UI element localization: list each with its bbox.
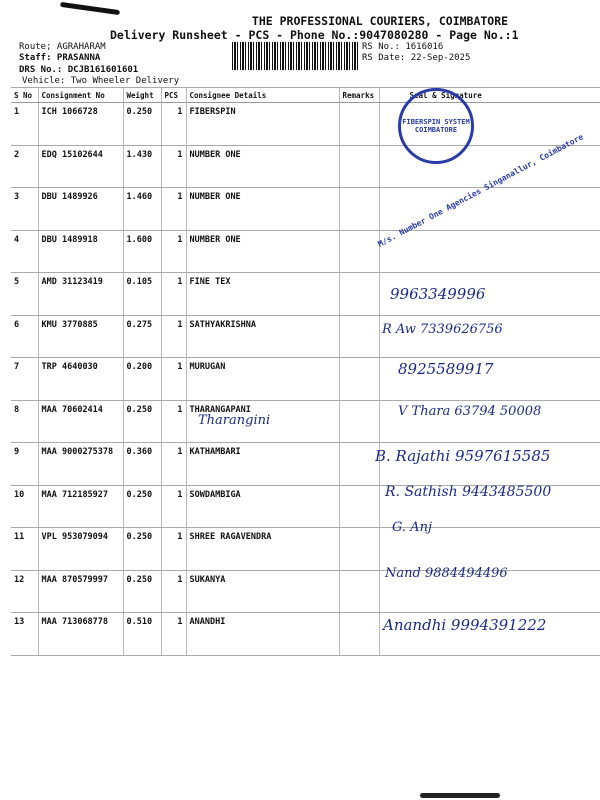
- cell-consignee: THARANGAPANI: [186, 400, 339, 443]
- cell-remarks: [339, 188, 379, 231]
- table-row: [11, 230, 600, 273]
- col-pcs: PCS: [161, 88, 186, 103]
- cell-remarks: [339, 443, 379, 486]
- cell-remarks: [339, 570, 379, 613]
- table-row: [11, 188, 600, 231]
- cell-consignment: MAA 712185927: [38, 485, 123, 528]
- company-title: THE PROFESSIONAL COURIERS, COIMBATORE: [251, 14, 509, 28]
- cell-pcs: 1: [161, 485, 186, 528]
- cell-remarks: [339, 230, 379, 273]
- cell-sno: 3: [11, 188, 38, 231]
- cell-pcs: 1: [161, 188, 186, 231]
- cell-remarks: [339, 358, 379, 401]
- cell-pcs: 1: [161, 103, 186, 146]
- table-row: [11, 358, 600, 401]
- cell-sno: 1: [11, 103, 38, 146]
- cell-consignee: NUMBER ONE: [186, 230, 339, 273]
- cell-consignee: FIBERSPIN: [186, 103, 339, 146]
- cell-weight: 0.200: [123, 358, 161, 401]
- cell-pcs: 1: [161, 570, 186, 613]
- cell-sno: 11: [11, 528, 38, 571]
- cell-weight: 0.250: [123, 528, 161, 571]
- cell-consignment: MAA 9000275378: [38, 443, 123, 486]
- cell-weight: 1.430: [123, 145, 161, 188]
- rs-number: RS No.: 1616016: [362, 42, 444, 52]
- cell-remarks: [339, 273, 379, 316]
- signature-row5: 9963349996: [390, 285, 486, 303]
- cell-consignment: DBU 1489926: [38, 188, 123, 231]
- cell-remarks: [339, 528, 379, 571]
- cell-remarks: [339, 145, 379, 188]
- cell-weight: 0.275: [123, 315, 161, 358]
- cell-remarks: [339, 103, 379, 146]
- staff: Staff: PRASANNA: [19, 53, 101, 63]
- cell-sno: 12: [11, 570, 38, 613]
- cell-consignee: SATHYAKRISHNA: [186, 315, 339, 358]
- cell-seal-signature: [379, 230, 600, 273]
- signature-row9: B. Rajathi 9597615585: [375, 447, 551, 465]
- col-consignee: Consignee Details: [186, 88, 339, 103]
- cell-weight: 0.250: [123, 400, 161, 443]
- table-header: [11, 88, 600, 103]
- col-consignment: Consignment No: [38, 88, 123, 103]
- number-one-stamp: M/s. Number One Agencies Singanallur, Coimbatore: [376, 132, 585, 249]
- signature-row10: R. Sathish 9443485500: [385, 484, 552, 500]
- cell-consignee: NUMBER ONE: [186, 188, 339, 231]
- cell-sno: 9: [11, 443, 38, 486]
- table-row: [11, 570, 600, 613]
- cell-pcs: 1: [161, 358, 186, 401]
- cell-weight: 0.105: [123, 273, 161, 316]
- cell-pcs: 1: [161, 443, 186, 486]
- cell-pcs: 1: [161, 145, 186, 188]
- signature-row8: V Thara 63794 50008: [398, 404, 542, 419]
- cell-consignment: DBU 1489918: [38, 230, 123, 273]
- drs-number: DRS No.: DCJB161601601: [19, 65, 139, 75]
- cell-consignee: NUMBER ONE: [186, 145, 339, 188]
- cell-consignee: SUKANYA: [186, 570, 339, 613]
- cell-sno: 13: [11, 613, 38, 656]
- cell-consignee: MURUGAN: [186, 358, 339, 401]
- cell-weight: 0.360: [123, 443, 161, 486]
- cell-sno: 4: [11, 230, 38, 273]
- col-weight: Weight: [123, 88, 161, 103]
- vehicle: Vehicle: Two Wheeler Delivery: [22, 76, 180, 86]
- cell-consignee: KATHAMBARI: [186, 443, 339, 486]
- cell-pcs: 1: [161, 230, 186, 273]
- rs-date: RS Date: 22-Sep-2025: [362, 53, 471, 63]
- cell-remarks: [339, 315, 379, 358]
- cell-weight: 0.250: [123, 103, 161, 146]
- cell-consignment: ICH 1066728: [38, 103, 123, 146]
- signature-row6: R Aw 7339626756: [382, 322, 503, 337]
- signature-row12: Nand 9884494496: [385, 566, 508, 581]
- cell-weight: 1.600: [123, 230, 161, 273]
- cell-consignment: TRP 4640030: [38, 358, 123, 401]
- cell-consignment: KMU 3770885: [38, 315, 123, 358]
- cell-weight: 0.250: [123, 570, 161, 613]
- cell-consignee: ANANDHI: [186, 613, 339, 656]
- fiberspin-stamp: FIBERSPIN SYSTEM COIMBATORE: [398, 88, 474, 164]
- cell-sno: 10: [11, 485, 38, 528]
- cell-consignment: MAA 713068778: [38, 613, 123, 656]
- col-sno: S No: [11, 88, 38, 103]
- cell-sno: 5: [11, 273, 38, 316]
- table-row: [11, 273, 600, 316]
- cell-sno: 6: [11, 315, 38, 358]
- col-remarks: Remarks: [339, 88, 379, 103]
- cell-pcs: 1: [161, 613, 186, 656]
- runsheet-subtitle: Delivery Runsheet - PCS - Phone No.:9047080280 - Page No.:1: [110, 28, 519, 42]
- table-row: [11, 315, 600, 358]
- barcode: [232, 42, 360, 70]
- cell-remarks: [339, 400, 379, 443]
- cell-pcs: 1: [161, 315, 186, 358]
- cell-remarks: [339, 613, 379, 656]
- table-row: [11, 103, 600, 146]
- cell-consignment: MAA 870579997: [38, 570, 123, 613]
- cell-weight: 0.510: [123, 613, 161, 656]
- cell-consignment: EDQ 15102644: [38, 145, 123, 188]
- cell-consignment: MAA 70602414: [38, 400, 123, 443]
- cell-pcs: 1: [161, 528, 186, 571]
- cell-sno: 8: [11, 400, 38, 443]
- cell-pcs: 1: [161, 273, 186, 316]
- signature-row13: Anandhi 9994391222: [383, 616, 547, 634]
- cell-weight: 1.460: [123, 188, 161, 231]
- cell-pcs: 1: [161, 400, 186, 443]
- cell-weight: 0.250: [123, 485, 161, 528]
- cell-consignment: AMD 31123419: [38, 273, 123, 316]
- signature-row11: G. Anj: [392, 520, 432, 535]
- route: Route; AGRAHARAM: [19, 42, 106, 52]
- handwritten-tharangini: Tharangini: [198, 413, 271, 428]
- col-seal-signature: Seal & Signature: [379, 88, 600, 103]
- cell-consignee: FINE TEX: [186, 273, 339, 316]
- cell-consignment: VPL 953079094: [38, 528, 123, 571]
- table-row: [11, 528, 600, 571]
- scan-mark-bottom: [420, 793, 500, 798]
- cell-remarks: [339, 485, 379, 528]
- cell-sno: 7: [11, 358, 38, 401]
- cell-sno: 2: [11, 145, 38, 188]
- cell-consignee: SHREE RAGAVENDRA: [186, 528, 339, 571]
- cell-consignee: SOWDAMBIGA: [186, 485, 339, 528]
- signature-row7: 8925589917: [398, 360, 494, 378]
